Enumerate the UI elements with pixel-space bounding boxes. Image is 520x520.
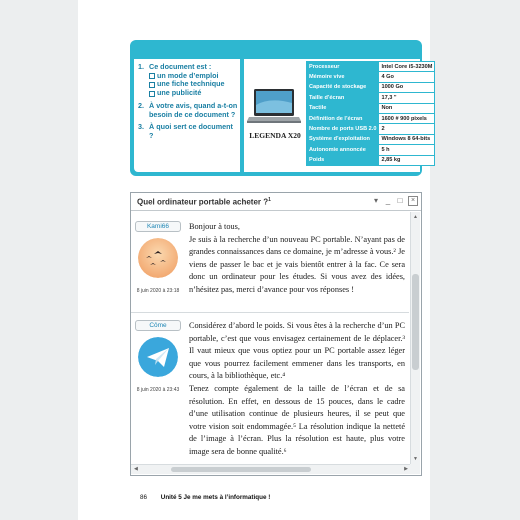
spec-row	[307, 155, 435, 165]
spec-row	[307, 93, 435, 103]
thread-title: Quel ordinateur portable acheter ?$^1$	[137, 197, 271, 207]
author-panel	[135, 221, 181, 294]
author-panel	[135, 320, 181, 393]
spec-row	[307, 72, 435, 82]
spec-row	[307, 145, 435, 155]
spec-row	[307, 103, 435, 113]
spec-label: Processeur	[307, 62, 379, 72]
minimize-icon[interactable]: _	[385, 196, 391, 205]
paper-plane-avatar	[138, 337, 178, 377]
spec-value: 1600 # 900 pixels	[379, 113, 435, 123]
spec-value: Windows 8 64-bits	[379, 134, 435, 144]
scroll-left-icon[interactable]: ◀	[134, 466, 138, 472]
checkbox[interactable]	[149, 82, 155, 88]
question-number: 3.	[138, 122, 144, 132]
spec-value: 4 Go	[379, 72, 435, 82]
page-footer	[140, 494, 270, 501]
spec-row	[307, 124, 435, 134]
option-mode-emploi[interactable]: un mode d’emploi	[149, 72, 238, 81]
scroll-thumb[interactable]	[171, 467, 311, 472]
question-text: Ce document est :	[149, 62, 212, 71]
close-icon[interactable]: ×	[408, 196, 418, 206]
checkbox[interactable]	[149, 91, 155, 97]
checkbox[interactable]	[149, 73, 155, 79]
window-titlebar[interactable]	[131, 193, 421, 211]
question-3	[138, 123, 238, 140]
page-number: 86	[140, 494, 148, 501]
spec-label: Capacité de stockage	[307, 82, 379, 92]
exercise-panel	[130, 40, 433, 176]
unit-label: Unité 5	[160, 494, 182, 501]
spec-value: Non	[379, 103, 435, 113]
option-publicite[interactable]: une publicité	[149, 89, 238, 98]
spec-value: 2	[379, 124, 435, 134]
spec-table	[306, 61, 435, 166]
post-body	[189, 320, 405, 459]
spec-label: Nombre de ports USB 2.0	[307, 124, 379, 134]
menu-chevron-icon[interactable]: ▾	[373, 196, 378, 205]
question-number: 2.	[138, 100, 144, 110]
spec-label: Définition de l’écran	[307, 113, 379, 123]
laptop-name: LEGENDA X20	[249, 131, 301, 140]
spec-label: Autonomie annoncée	[307, 145, 379, 155]
post-body	[189, 221, 405, 297]
question-2	[138, 102, 238, 119]
question-number: 1.	[138, 62, 144, 71]
spec-value: Intel Core i5-3230M	[379, 62, 435, 72]
username[interactable]: Côme	[135, 320, 181, 331]
questions-box	[134, 59, 240, 172]
birds-avatar	[138, 238, 178, 278]
spec-value: 1000 Go	[379, 82, 435, 92]
scroll-thumb[interactable]	[412, 274, 419, 370]
post-paragraph: Bonjour à tous,	[189, 222, 240, 231]
spec-label: Poids	[307, 155, 379, 165]
forum-window	[130, 192, 422, 476]
post-paragraph: Tenez compte également de la taille de l’écran et de sa résolution. En effet, en dessous de 15 pouces, dans le cadre d’une utilisation continue de plusieurs heures, il se peut que votre vision soit endommagée.⁵ La résolution indique la netteté de l’image à l’écran. Plus la résolution est haute, plus votre image sera de bonne qualité.⁶	[189, 383, 405, 456]
question-text: À quoi sert ce document ?	[149, 122, 233, 140]
textbook-page	[78, 0, 433, 520]
post-date: 8 juin 2020 à 23:43	[136, 387, 180, 393]
scroll-up-icon[interactable]: ▲	[413, 214, 418, 220]
username[interactable]: Kami66	[135, 221, 181, 232]
spec-row	[307, 113, 435, 123]
spec-value: 17,3 "	[379, 93, 435, 103]
laptop-image	[246, 87, 302, 127]
post-paragraph: Considérez d’abord le poids. Si vous êtes à la recherche d’un PC portable, c’est que vous envisagez certainement de le déplacer.³ Il vaut mieux que vous optiez pour un PC portable assez léger que vous pourrez facilement emmener dans les transports, en cours, à la bibliothèque, etc.⁴	[189, 321, 405, 381]
post-paragraph: Je suis à la recherche d’un nouveau PC portable. N’ayant pas de grandes connaissances dans ce domaine, je m’adresse à vous.² Je viens de passer le bac et je vais bientôt entrer à la fac. Ce sera donc un ordinateur pour les études. Si vous avez des idées, n’hésitez pas, merci d’avance pour vos réponses !	[189, 234, 405, 294]
spec-label: Tactile	[307, 103, 379, 113]
spec-value: 5 h	[379, 145, 435, 155]
scroll-right-icon[interactable]: ▶	[404, 466, 408, 472]
spec-label: Système d’exploitation	[307, 134, 379, 144]
post-divider	[131, 312, 409, 313]
question-1	[138, 63, 238, 98]
spec-label: Taille d’écran	[307, 93, 379, 103]
question-text: À votre avis, quand a-t-on besoin de ce document ?	[149, 100, 238, 119]
product-sheet	[244, 59, 433, 172]
spec-row	[307, 62, 435, 72]
post-date: 8 juin 2020 à 23:18	[136, 288, 180, 294]
option-fiche-technique[interactable]: une fiche technique	[149, 80, 238, 89]
horizontal-scrollbar[interactable]	[131, 464, 411, 474]
scroll-down-icon[interactable]: ▼	[413, 456, 418, 462]
spec-row	[307, 82, 435, 92]
spec-row	[307, 134, 435, 144]
resize-grip[interactable]	[410, 464, 420, 474]
spec-value: 2,85 kg	[379, 155, 435, 165]
spec-label: Mémoire vive	[307, 72, 379, 82]
vertical-scrollbar[interactable]	[410, 212, 420, 464]
unit-title: Je me mets à l’informatique !	[183, 494, 271, 501]
maximize-icon[interactable]: □	[397, 196, 403, 205]
